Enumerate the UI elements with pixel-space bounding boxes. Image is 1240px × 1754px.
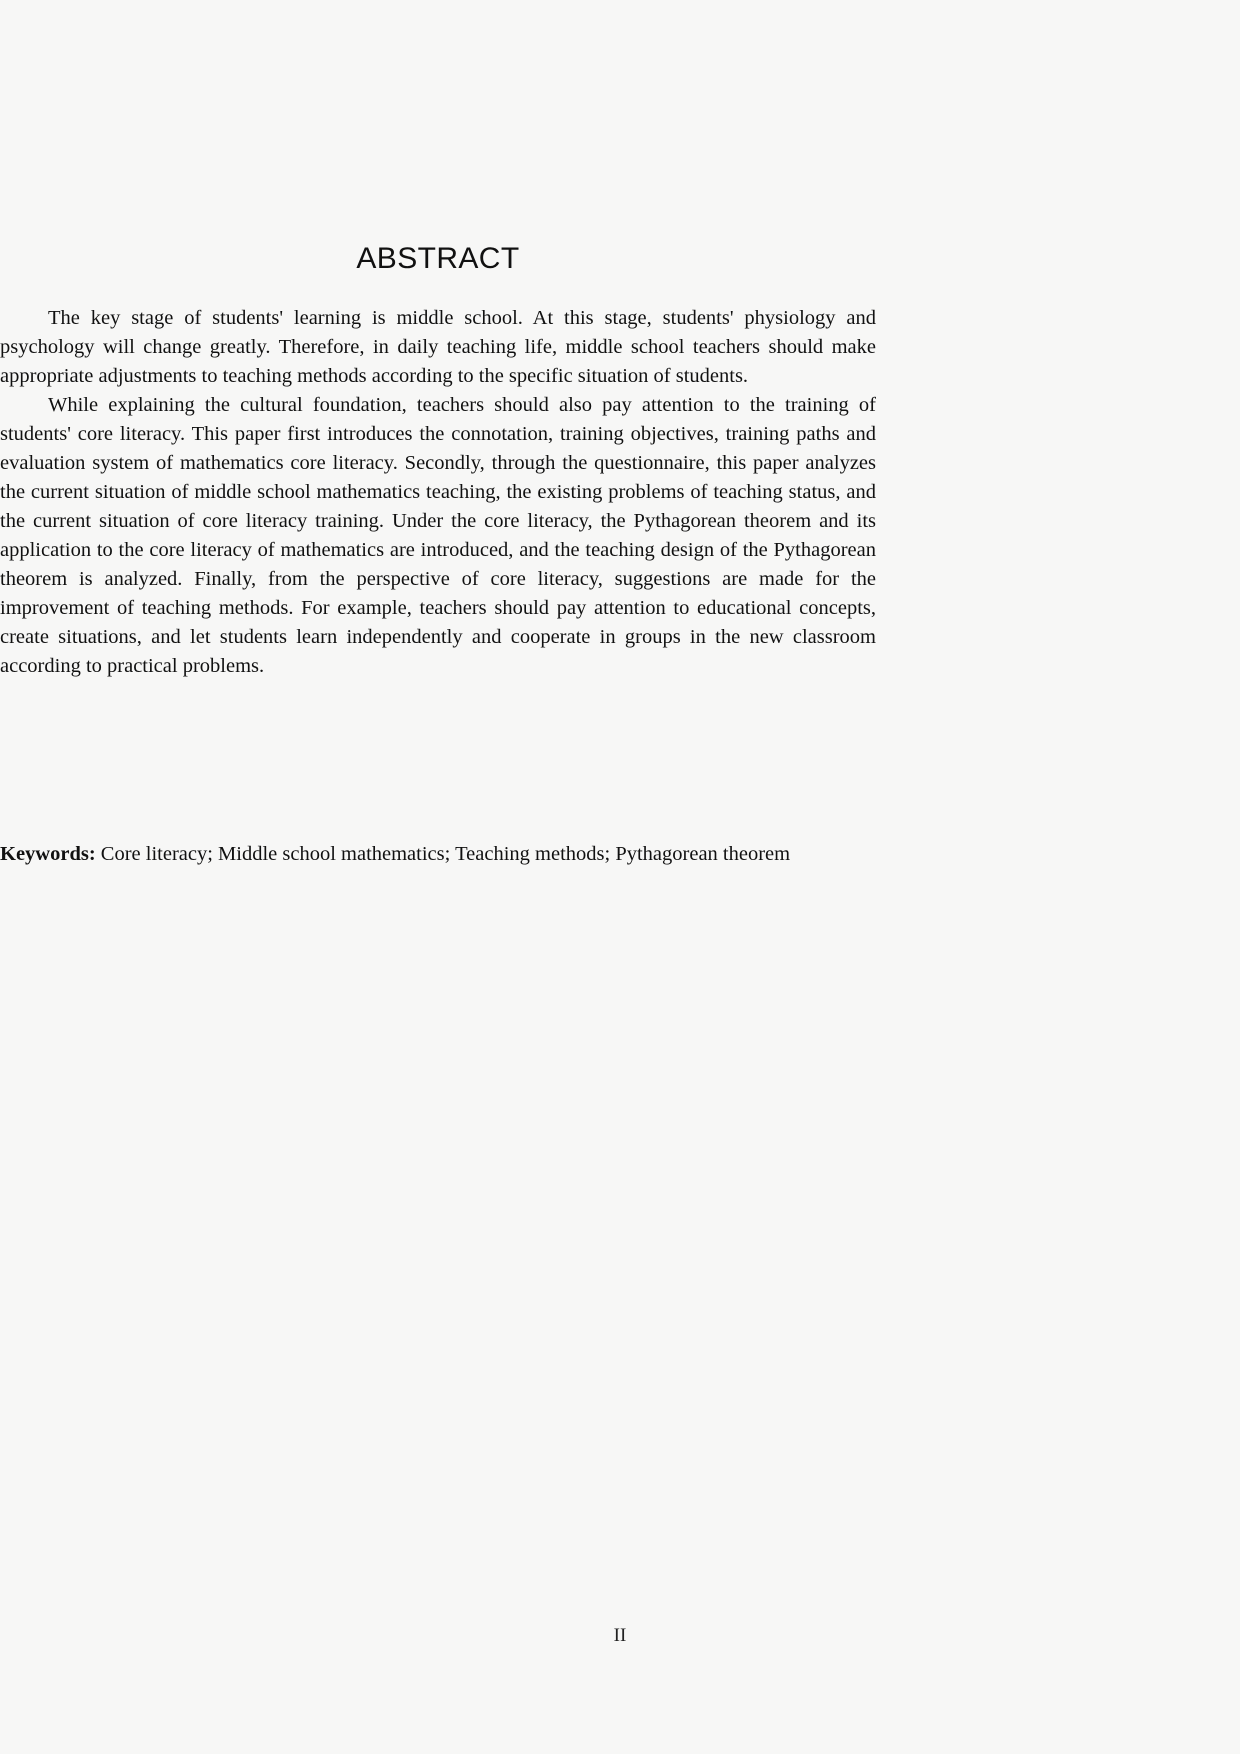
abstract-paragraph-1: The key stage of students' learning is middle school. At this stage, students' physiology and psychology will change greatly. Therefore, in daily teaching life, middle school teachers should make appropriate adjustments to teaching methods according to the specific situation of students. bbox=[0, 307, 876, 387]
abstract-body bbox=[0, 304, 876, 865]
page-number: II bbox=[613, 1625, 627, 1646]
keywords-line bbox=[0, 840, 876, 869]
abstract-paragraph-2: While explaining the cultural foundation, teachers should also pay attention to the training of students' core literacy. This paper first introduces the connotation, training objectives, training paths and evaluation system of mathematics core literacy. Secondly, through the questionnaire, this paper analyzes the current situation of middle school mathematics teaching, the existing problems of teaching status, and the current situation of core literacy training. Under the core literacy, the Pythagorean theorem and its application to the core literacy of mathematics are introduced, and the teaching design of the Pythagorean theorem is analyzed. Finally, from the perspective of core literacy, suggestions are made for the improvement of teaching methods. For example, teachers should pay attention to educational concepts, create situations, and let students learn independently and cooperate in groups in the new classroom according to practical problems. bbox=[0, 394, 876, 677]
keywords-label: Keywords: bbox=[0, 843, 96, 865]
page-title: ABSTRACT bbox=[356, 242, 520, 276]
keywords-values: Core literacy; Middle school mathematics; Teaching methods; Pythagorean theorem bbox=[100, 843, 791, 865]
